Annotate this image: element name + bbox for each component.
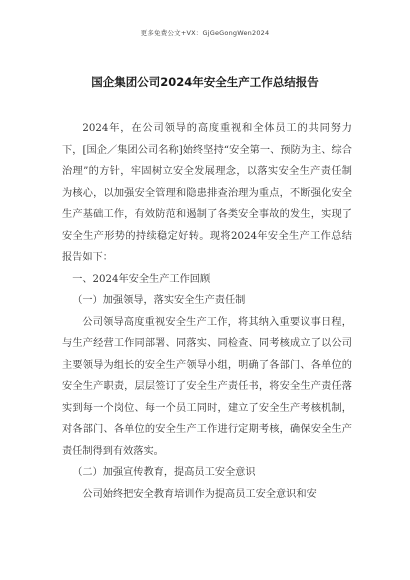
- subsection-heading-1: （一）加强领导，落实安全生产责任制: [72, 295, 246, 306]
- document-title: 国企集团公司2024年安全生产工作总结报告: [91, 75, 319, 89]
- header-note: 更多免费公文+VX：GjGeGongWen2024: [140, 29, 270, 37]
- subsection-heading-2: （二）加强宣传教育，提高员工安全意识: [72, 467, 256, 478]
- subsection-1-body: 公司领导高度重视安全生产工作，将其纳入重要议事日程，与生产经营工作同部署、同落实、同检查、同考核成立了以公司主要领导为组长的安全生产领导小组，明确了各部门、各单位的安全生产职责，层层签订了安全生产责任书，将安全生产责任落实到每一个岗位、每一个员工同时，建立了安全生产考核机制，对各部门、各单位的安全生产工作进行定期考核，确保安全生产责任制得到有效落实。: [62, 316, 352, 457]
- section-heading-1: 一、2024年安全生产工作回顾: [72, 273, 211, 285]
- subsection-2-body: 公司始终把安全教育培训作为提高员工安全意识和安: [82, 488, 317, 500]
- intro-paragraph: 2024年，在公司领导的高度重视和全体员工的共同努力下，[国企／集团公司名称]始终坚持“安全第一、预防为主、综合治理”的方针，牢固树立安全发展理念，以落实安全生产责任制为核心，以加强安全管理和隐患排查治理为重点，不断强化安全生产基础工作，有效防范和遏制了各类安全事故的发生，实现了安全生产形势的持续稳定好转。现将2024年安全生产工作总结报告如下：: [62, 123, 352, 263]
